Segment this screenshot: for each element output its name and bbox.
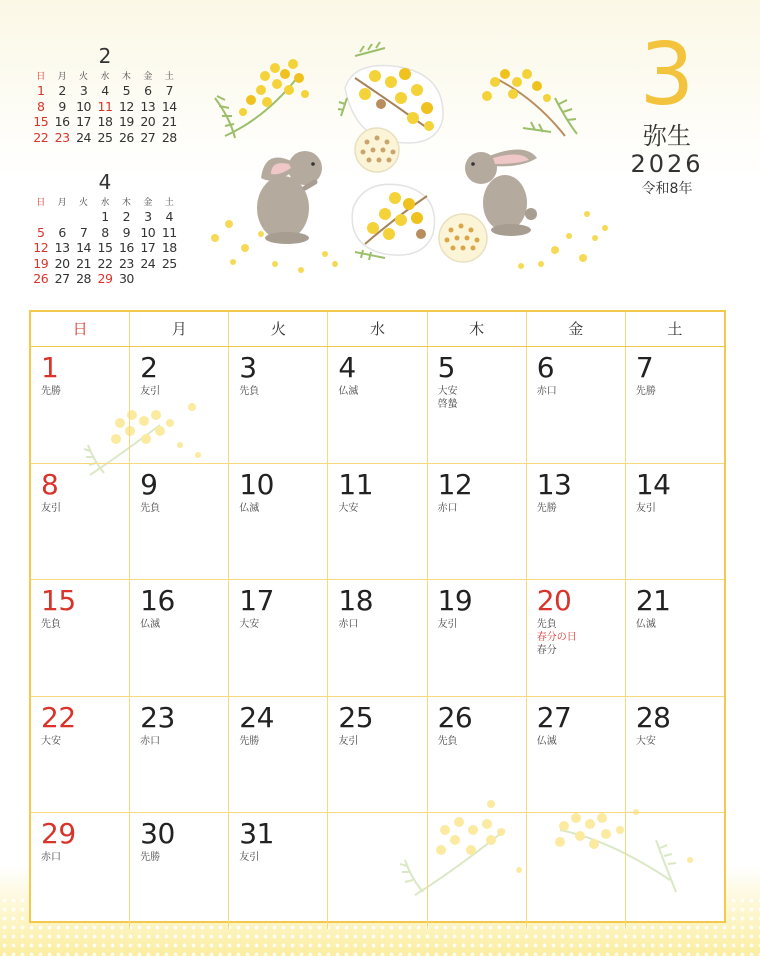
- day-cell[interactable]: [130, 697, 229, 813]
- mini-day: 21: [161, 114, 177, 130]
- mini-day: 9: [58, 98, 66, 114]
- mini-weekday: 火: [79, 72, 89, 82]
- day-number: 11: [338, 467, 374, 501]
- day-cell[interactable]: [229, 697, 328, 813]
- day-number: 21: [635, 584, 671, 617]
- day-number: 8: [41, 467, 59, 501]
- day-cell[interactable]: [31, 464, 130, 580]
- mini-day: 16: [118, 240, 134, 256]
- mini-day: 4: [101, 83, 109, 99]
- year: 2026: [630, 150, 704, 178]
- day-cell[interactable]: [130, 580, 229, 696]
- rokuyo-label: 大安: [437, 386, 458, 397]
- mini-day: 19: [118, 114, 134, 130]
- rokuyo-label: 仏滅: [536, 735, 557, 747]
- rokuyo-label: 先負: [140, 502, 161, 514]
- mini-day: 10: [140, 224, 156, 240]
- day-cell[interactable]: [130, 813, 229, 929]
- mini-day: 20: [54, 255, 70, 271]
- day-number: 23: [140, 700, 175, 734]
- mini-calendar-next: [30, 170, 180, 287]
- mini-day: 23: [54, 129, 70, 145]
- calendar-weeks: [31, 347, 724, 929]
- rokuyo-label: 仏滅: [635, 619, 656, 630]
- rokuyo-label: 大安: [239, 619, 260, 630]
- week-row: [31, 813, 724, 929]
- day-cell[interactable]: [428, 697, 527, 813]
- day-cell[interactable]: [328, 347, 427, 463]
- mini-day: 15: [33, 114, 49, 130]
- mini-week-row: [30, 240, 180, 256]
- weekday-header: [31, 312, 724, 347]
- rokuyo-label: 友引: [635, 502, 656, 514]
- month-japanese-name: 弥生: [643, 122, 691, 150]
- mini-day: [159, 271, 180, 287]
- weekday-label: 金: [527, 312, 626, 346]
- rokuyo-label: 友引: [239, 852, 260, 863]
- mini-calendar-prev-title: 2: [98, 44, 112, 68]
- mini-day: 25: [161, 255, 177, 271]
- mini-day: 24: [76, 129, 91, 145]
- day-cell[interactable]: [31, 697, 130, 813]
- mini-weekday: 金: [143, 198, 153, 208]
- day-number: 6: [536, 351, 555, 384]
- day-number: 31: [239, 817, 274, 850]
- day-number: 24: [239, 700, 274, 734]
- mini-day: 14: [161, 98, 177, 114]
- weekday-label: 木: [428, 312, 527, 346]
- rokuyo-label: 先負: [536, 619, 557, 630]
- mini-weekday: 木: [121, 198, 131, 208]
- mini-day: 10: [76, 98, 91, 114]
- mini-day: 1: [36, 83, 45, 99]
- rokuyo-label: 大安: [338, 502, 359, 514]
- day-number: 10: [239, 467, 274, 501]
- mimosa-sprig-icon: [482, 69, 577, 136]
- mini-week-row: [30, 256, 180, 272]
- month-number: 3: [639, 25, 695, 125]
- seasonal-note: 春分: [536, 645, 557, 656]
- seasonal-note: 啓蟄: [437, 399, 458, 410]
- mimosa-sprig-icon: [215, 59, 309, 138]
- day-cell[interactable]: [328, 697, 427, 813]
- mini-day: 22: [33, 129, 49, 145]
- rokuyo-label: 赤口: [140, 735, 161, 747]
- week-row: [31, 697, 724, 814]
- mini-calendar-next-table: [30, 194, 180, 287]
- day-number: 30: [140, 817, 175, 850]
- weekday-label: 火: [229, 312, 328, 346]
- mini-calendar-prev: [30, 44, 180, 145]
- day-cell[interactable]: [229, 464, 328, 580]
- day-cell[interactable]: [527, 697, 626, 813]
- rokuyo-label: 赤口: [338, 619, 359, 630]
- mini-week-row: [30, 114, 180, 130]
- day-cell[interactable]: [31, 580, 130, 696]
- mini-calendar-prev-table: [30, 68, 180, 145]
- day-cell[interactable]: [626, 580, 724, 696]
- mini-day: 24: [140, 255, 156, 271]
- mini-day: 3: [144, 209, 152, 225]
- mini-day: 25: [97, 129, 113, 145]
- mini-day: 1: [101, 209, 109, 225]
- mini-day: 3: [79, 83, 88, 99]
- mini-day: 8: [36, 98, 45, 114]
- rokuyo-label: 先勝: [635, 386, 656, 397]
- day-number: 28: [635, 700, 671, 734]
- weekday-label: 月: [130, 312, 229, 346]
- mimosa-ball-icon: [355, 128, 399, 172]
- rokuyo-label: 大安: [41, 735, 61, 747]
- mini-weekday: 土: [164, 198, 174, 208]
- mini-day: 23: [118, 255, 134, 271]
- mimosa-sticker-icon: [352, 184, 434, 260]
- day-cell[interactable]: [328, 580, 427, 696]
- week-row: [31, 580, 724, 697]
- rokuyo-label: 先勝: [239, 735, 260, 747]
- day-cell[interactable]: [527, 580, 626, 696]
- mini-weekday: 火: [79, 198, 89, 208]
- day-cell[interactable]: [229, 813, 328, 929]
- mini-day: 16: [54, 114, 70, 130]
- day-cell[interactable]: [229, 347, 328, 463]
- day-cell[interactable]: [130, 464, 229, 580]
- day-cell[interactable]: [626, 697, 724, 813]
- mini-day: 8: [101, 224, 109, 240]
- day-number: 4: [338, 351, 356, 384]
- day-number: 12: [437, 467, 473, 501]
- mini-day: [137, 271, 158, 287]
- day-number: 22: [41, 700, 76, 734]
- mini-day: 28: [161, 129, 177, 145]
- mini-week-row: [30, 83, 180, 99]
- rokuyo-label: 先勝: [41, 386, 61, 397]
- mimosa-ball-icon: [439, 214, 487, 262]
- mini-day: 7: [79, 224, 88, 240]
- mini-day: 7: [165, 83, 173, 99]
- day-cell[interactable]: [527, 464, 626, 580]
- rokuyo-label: 友引: [41, 502, 61, 514]
- mini-week-row: [30, 271, 180, 287]
- day-number: 3: [239, 351, 257, 384]
- day-number: 7: [635, 351, 654, 384]
- mini-day: 5: [122, 83, 131, 99]
- mini-day: 18: [161, 240, 177, 256]
- mini-week-row: [30, 209, 180, 225]
- mini-week-row: [30, 225, 180, 241]
- mini-day: 19: [33, 255, 49, 271]
- weekday-label: 日: [31, 312, 130, 346]
- mini-day: 12: [118, 98, 134, 114]
- calendar-grid: [29, 310, 726, 923]
- mini-day: 26: [33, 271, 49, 287]
- mini-weekday: 水: [100, 198, 110, 208]
- day-number: 19: [437, 584, 473, 617]
- mimosa-sticker-icon: [338, 42, 443, 143]
- mini-day: 13: [140, 98, 156, 114]
- day-number: 15: [41, 584, 76, 617]
- day-cell[interactable]: [626, 347, 724, 463]
- mini-day: 6: [144, 83, 152, 99]
- mini-day: 2: [58, 83, 66, 99]
- day-cell[interactable]: [626, 464, 724, 580]
- rokuyo-label: 友引: [338, 735, 359, 747]
- day-cell[interactable]: [229, 580, 328, 696]
- day-number: 17: [239, 584, 274, 617]
- mini-day: 27: [54, 271, 70, 287]
- rokuyo-label: 先勝: [536, 502, 557, 514]
- mini-day: 9: [122, 224, 131, 240]
- week-row: [31, 347, 724, 464]
- rokuyo-label: 先負: [41, 619, 61, 630]
- mini-weekday: 月: [57, 198, 67, 208]
- rokuyo-label: 先負: [437, 735, 458, 747]
- mini-day: 4: [165, 209, 173, 225]
- day-number: 29: [41, 817, 76, 850]
- mini-weekday: 水: [100, 72, 110, 82]
- week-row: [31, 464, 724, 581]
- mini-week-row: [30, 130, 180, 146]
- day-number: 13: [536, 467, 572, 501]
- day-number: 18: [338, 584, 374, 617]
- mini-day: 11: [97, 98, 113, 114]
- rabbit-icon: [257, 151, 322, 244]
- day-cell: [527, 813, 626, 929]
- rokuyo-label: 仏滅: [140, 619, 161, 630]
- mini-weekday: 月: [57, 72, 67, 82]
- rokuyo-label: 友引: [140, 386, 161, 397]
- weekday-label: 土: [667, 320, 683, 338]
- day-cell[interactable]: [428, 580, 527, 696]
- mini-day: 14: [76, 240, 91, 256]
- mini-weekday: 土: [164, 72, 174, 82]
- mini-day: 13: [54, 240, 70, 256]
- weekday-label: 水: [328, 312, 427, 346]
- day-cell[interactable]: [328, 464, 427, 580]
- rokuyo-label: 仏滅: [239, 502, 260, 514]
- era-year: 令和8年: [641, 181, 693, 197]
- rokuyo-label: 先勝: [140, 852, 161, 863]
- rabbit-mimosa-illustration: [205, 38, 615, 278]
- day-cell: [428, 813, 527, 929]
- day-number: 16: [140, 584, 175, 617]
- day-number: 5: [437, 351, 455, 384]
- day-cell: [626, 813, 724, 929]
- mini-weekday: 木: [121, 72, 131, 82]
- day-number: 27: [536, 700, 572, 734]
- mini-day: [73, 209, 94, 225]
- day-cell[interactable]: [428, 464, 527, 580]
- mini-day: 26: [118, 129, 134, 145]
- day-number: 9: [140, 467, 158, 501]
- mini-week-row: [30, 99, 180, 115]
- rokuyo-label: 赤口: [536, 386, 557, 397]
- day-cell[interactable]: [31, 347, 130, 463]
- mini-day: 6: [58, 224, 66, 240]
- mini-day: 28: [76, 271, 91, 287]
- mini-day: 5: [36, 224, 45, 240]
- mini-day: 17: [76, 114, 91, 130]
- mini-day: 20: [140, 114, 156, 130]
- day-number: 1: [41, 351, 59, 384]
- day-cell[interactable]: [527, 347, 626, 463]
- mini-day: 2: [122, 209, 131, 225]
- mini-day: 11: [161, 224, 177, 240]
- day-cell: [328, 813, 427, 929]
- mini-day: 15: [97, 240, 113, 256]
- mini-day: 29: [97, 271, 113, 287]
- rokuyo-label: 大安: [635, 735, 656, 747]
- mini-calendar-next-title: 4: [98, 170, 112, 194]
- day-number: 25: [338, 700, 374, 734]
- rokuyo-label: 友引: [437, 619, 458, 630]
- mini-weekday: 日: [36, 198, 46, 208]
- holiday-label: 春分の日: [536, 632, 577, 643]
- rokuyo-label: 赤口: [437, 502, 458, 514]
- mini-weekday: 日: [36, 72, 46, 82]
- day-cell[interactable]: [428, 347, 527, 463]
- mini-day: 12: [33, 240, 49, 256]
- day-number: 26: [437, 700, 473, 734]
- mini-weekday: 金: [143, 72, 153, 82]
- day-number: 2: [140, 351, 158, 384]
- mini-day: 21: [76, 255, 91, 271]
- mini-day: 30: [118, 271, 134, 287]
- day-cell[interactable]: [130, 347, 229, 463]
- rokuyo-label: 赤口: [41, 852, 61, 863]
- mini-day: 17: [140, 240, 156, 256]
- day-cell[interactable]: [31, 813, 130, 929]
- day-number: 20: [536, 584, 572, 617]
- day-number: 14: [635, 467, 671, 501]
- rokuyo-label: 先負: [239, 386, 260, 397]
- mini-day: [51, 209, 72, 225]
- mini-day: 27: [140, 129, 156, 145]
- mini-day: 22: [97, 255, 113, 271]
- rokuyo-label: 仏滅: [338, 386, 359, 397]
- mini-day: 18: [97, 114, 113, 130]
- mini-day: [30, 209, 51, 225]
